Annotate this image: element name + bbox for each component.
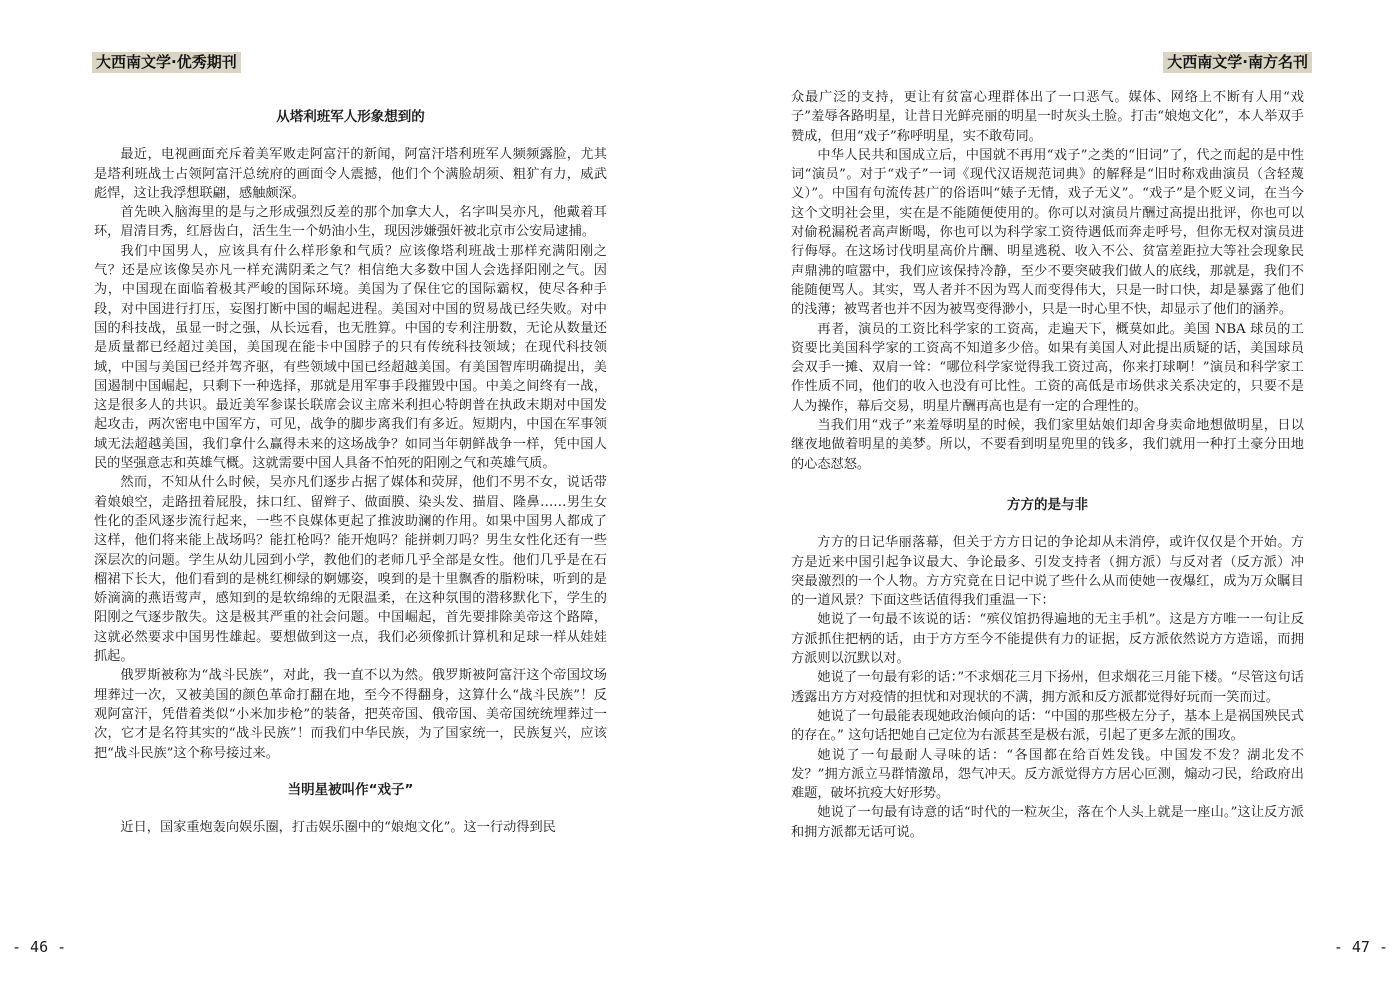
journal-header-tag: 大西南文学·优秀期刊 <box>92 52 241 73</box>
article-paragraph: 她说了一句最有诗意的话“时代的一粒灰尘，落在个人头上就是一座山。”这让反方派和拥方派都无话可说。 <box>791 805 1304 840</box>
journal-header-tag: 大西南文学·南方名刊 <box>1163 52 1312 73</box>
article-paragraph: 首先映入脑海里的是与之形成强烈反差的那个加拿大人，名字叫吴亦凡，他戴着耳环，眉清目秀，红唇齿白，活生生一个奶油小生，现因涉嫌强奸被北京市公安局逮捕。 <box>94 205 607 240</box>
article-paragraph: 方方的日记华丽落幕，但关于方方日记的争论却从未消停，或许仅仅是个开始。方方是近来中国引起争议最大、争论最多、引发支持者（拥方派）与反对者（反方派）冲突最激烈的一个人物。方方究竟在日记中说了些什么从而使她一夜爆红，成为万众瞩目的一道风景？下面这些话值得我们重温一下： <box>791 535 1304 609</box>
article-paragraph: 然而，不知从什么时候，吴亦凡们逐步占据了媒体和荧屏，他们不男不女，说话带着娘娘空，走路扭着屁股，抹口红、留辫子、做面膜、染头发、描眉、隆鼻……男生女性化的歪风逐步流行起来，一些不良媒体更起了推波助澜的作用。如果中国男人都成了这样，他们将来能上战场吗？能扛枪吗？能开炮吗？能拼刺刀吗？男生女性化还有一些深层次的问题。学生从幼儿园到小学，教他们的老师几乎全部是女性。他们几乎是在石榴裙下长大，他们看到的是桃红柳绿的婀娜姿，嗅到的是十里飘香的脂粉味，听到的是娇滴滴的燕语莺声，感知到的是软绵绵的无限温柔，在这种氛围的潜移默化下，学生的阳刚之气逐步散失。这是极其严重的社会问题。中国崛起，首先要排除美帝这个路障，这就必然要求中国男性雄起。要想做到这一点，我们必须像抓计算机和足球一样从娃娃抓起。 <box>94 475 607 665</box>
article-title: 当明星被叫作“戏子” <box>287 781 414 798</box>
article-paragraph: 她说了一句最耐人寻味的话：“各国都在给百姓发钱。中国发不发？湖北发不发？”拥方派立马群情激昂，怨气冲天。反方派觉得方方居心叵测，煽动刁民，给政府出难题，破坏抗疫大好形势。 <box>791 747 1304 802</box>
article-paragraph: 她说了一句最能表现她政治倾向的话：“中国的那些极左分子，基本上是祸国殃民式的存在。” 这句话把她自己定位为右派甚至是极右派，引起了更多左派的围攻。 <box>791 708 1304 744</box>
article-paragraph: 最近，电视画面充斥着美军败走阿富汗的新闻，阿富汗塔利班军人频频露脸，尤其是塔利班战士占领阿富汗总统府的画面令人震撼，他们个个满脸胡须、粗犷有力，威武彪悍，这让我浮想联翩，感触颇深。 <box>94 147 607 201</box>
article-paragraph-continued: 众最广泛的支持，更让有贫富心理群体出了一口恶气。媒体、网络上不断有人用“戏子”羞辱各路明星，让昔日光鲜亮丽的明星一时灰头土脸。打击“娘炮文化”，本人举双手赞成，但用“戏子”称呼明星，实不敢苟同。 <box>791 90 1304 144</box>
article-paragraph: 她说了一句最有彩的话：”不求烟花三月下扬州，但求烟花三月能下楼。“尽管这句话透露出方方对疫情的担忧和对现状的不满，拥方派和反方派都觉得好玩而一笑而过。 <box>791 670 1304 705</box>
article-paragraph: 俄罗斯被称为“战斗民族”，对此，我一直不以为然。俄罗斯被阿富汗这个帝国坟场埋葬过一次，又被美国的颜色革命打翻在地，至今不得翻身，这算什么“战斗民族”！反观阿富汗，凭借着类似“小米加步枪”的装备，把英帝国、俄帝国、美帝国统统埋葬过一次，它才是名符其实的“战斗民族”！而我们中华民族，为了国家统一，民族复兴，应该把“战斗民族”这个称号接过来。 <box>94 668 607 761</box>
page-number: - 47 - <box>1333 938 1388 956</box>
article-title: 从塔利班军人形象想到的 <box>276 109 425 125</box>
left-text-column <box>94 88 607 837</box>
article-paragraph: 近日，国家重炮轰向娱乐圈，打击娱乐圈中的“娘炮文化”。这一行动得到民 <box>120 820 556 836</box>
right-text-column <box>791 88 1304 842</box>
article-paragraph: 再者，演员的工资比科学家的工资高，走遍天下，概莫如此。美国 NBA 球员的工资要比美国科学家的工资高不知道多少倍。如果有美国人对此提出质疑的话，美国球员会双手一摊、双肩一耸：“哪位科学家觉得我工资过高，你来打球啊！”演员和科学家工作性质不同，他们的收入也没有可比性。工资的高低是市场供求关系决定的，只要不是人为操作，幕后交易，明星片酬再高也是有一定的合理性的。 <box>791 321 1304 414</box>
article-paragraph: 当我们用“戏子”来羞辱明星的时候，我们家里姑娘们却舍身卖命地想做明星，日以继夜地做着明星的美梦。所以，不要看到明星兜里的钱多，我们就用一种打土豪分田地的心态怼怒。 <box>791 418 1304 472</box>
article-paragraph: 我们中国男人，应该具有什么样形象和气质？应该像塔利班战士那样充满阳刚之气？还是应该像吴亦凡一样充满阴柔之气？相信绝大多数中国人会选择阳刚之气。因为，中国现在面临着极其严峻的国际环境。美国为了保住它的国际霸权，使尽各种手段，对中国进行打压，妄图打断中国的崛起进程。美国对中国的贸易战已经失败。对中国的科技战，虽显一时之强，从长远看，也无胜算。中国的专利注册数，无论从数量还是质量都已经超过美国，美国现在能卡中国脖子的只有传统科技领域；在现代科技领域，中国与美国已经并驾齐驱，有些领域中国已经超越美国。有美国智库明确提出，美国遏制中国崛起，只剩下一种选择，那就是用军事手段摧毁中国。中美之间终有一战，这是很多人的共识。最近美军参谋长联席会议主席米利担心特朗普在执政末期对中国发起攻击，两次密电中国军方，可见，战争的脚步离我们有多近。短期内，中国在军事领域无法超越美国，我们拿什么赢得未来的这场战争？如同当年朝鲜战争一样，凭中国人民的坚强意志和英雄气概。这就需要中国人具备不怕死的阳刚之气和英雄气质。 <box>94 243 607 472</box>
article-paragraph: 中华人民共和国成立后，中国就不再用“戏子”之类的“旧词”了，代之而起的是中性词“演员”。对于“戏子”一词《现代汉语规范词典》的解释是“旧时称戏曲演员（含轻蔑义）”。中国有句流传甚广的俗语叫“婊子无情，戏子无义”。“戏子”是个贬义词，在当今这个文明社会里，实在是不能随便使用的。你可以对演员片酬过高提出批评，你也可以对偷税漏税者高声断喝，你也可以为科学家工资待遇低而奔走呼号，但你无权对演员进行侮辱。在这场讨伐明星高价片酬、明星逃税、收入不公、贫富差距拉大等社会现象民声鼎沸的喧嚣中，我们应该保持冷静，至少不要突破我们做人的底线，那就是，我们不能随便骂人。其实，骂人者并不因为骂人而变得伟大，只是一时口快，却是暴露了他们的浅薄；被骂者也并不因为被骂变得渺小，只是一时心里不快，却显示了他们的涵养。 <box>791 147 1304 318</box>
page-number: - 46 - <box>12 938 67 956</box>
right-page <box>699 0 1398 982</box>
article-title: 方方的是与非 <box>1007 496 1088 513</box>
article-paragraph: 她说了一句最不该说的话：“殡仪馆扔得遍地的无主手机”。这是方方唯一一句让反方派抓住把柄的话，由于方方至今不能提供有力的证据，反方派依然说方方造谣，而拥方派则以沉默以对。 <box>791 612 1304 667</box>
